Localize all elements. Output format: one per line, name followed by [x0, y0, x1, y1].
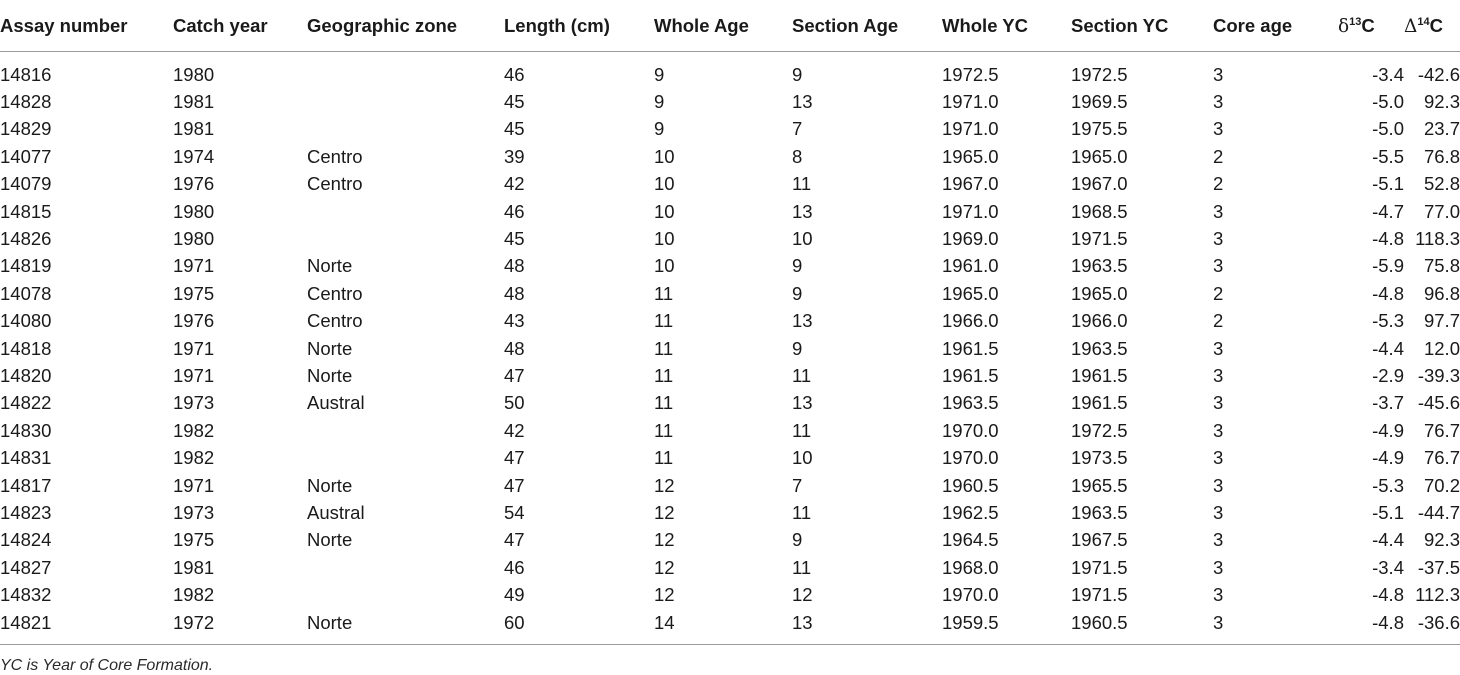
table-cell: 112.3	[1415, 584, 1460, 606]
table-cell: 14079	[0, 173, 52, 195]
table-cell: 9	[792, 529, 803, 551]
table-row	[0, 499, 1460, 526]
table-row	[0, 308, 1460, 335]
table-cell: 45	[504, 91, 525, 113]
table-cell: 1971	[173, 255, 215, 277]
table-cell: 1971.0	[942, 200, 999, 222]
table-cell: 1976	[173, 173, 215, 195]
table-cell: 1965.0	[942, 282, 999, 304]
table-cell: 54	[504, 501, 525, 523]
table-cell: Norte	[307, 364, 353, 386]
table-cell: 1982	[173, 447, 215, 469]
table-cell: 14	[654, 611, 675, 633]
table-cell: 52.8	[1423, 173, 1460, 195]
table-cell: -45.6	[1417, 392, 1460, 414]
table-cell: -4.7	[1372, 200, 1404, 222]
table-cell: -5.5	[1372, 145, 1404, 167]
table-cell	[307, 198, 504, 225]
table-cell: 1973	[173, 501, 215, 523]
table-cell: 11	[654, 364, 674, 386]
table-cell: 10	[654, 200, 675, 222]
table-cell: 14822	[0, 392, 52, 414]
table-cell: 3	[1213, 255, 1224, 277]
table-cell: -3.4	[1372, 63, 1404, 85]
table-cell: 14832	[0, 584, 52, 606]
table-cell: 11	[792, 419, 812, 441]
table-cell: 11	[792, 556, 812, 578]
table-cell: 3	[1213, 337, 1224, 359]
table-row	[0, 362, 1460, 389]
table-cell: 10	[654, 145, 675, 167]
table-cell: 3	[1213, 611, 1224, 633]
table-cell: Norte	[307, 611, 353, 633]
table-cell: 3	[1213, 474, 1224, 496]
table-cell: 9	[792, 337, 803, 359]
table-cell: 1971	[173, 364, 215, 386]
table-cell: 3	[1213, 392, 1224, 414]
table-cell: 1982	[173, 419, 215, 441]
table-cell: 1962.5	[942, 501, 999, 523]
header-row	[0, 0, 1460, 52]
table-cell: 13	[792, 392, 813, 414]
table-cell: 1968.5	[1071, 200, 1128, 222]
table-row	[0, 527, 1460, 554]
table-cell: -4.8	[1372, 282, 1404, 304]
table-cell: 2	[1213, 145, 1224, 167]
table-cell: -3.4	[1372, 556, 1404, 578]
table-cell	[307, 444, 504, 471]
table-cell: -37.5	[1417, 556, 1460, 578]
table-cell: 43	[504, 310, 525, 332]
table-cell: 1971	[173, 337, 215, 359]
table-cell: 45	[504, 118, 525, 140]
carbon-label: C	[1429, 14, 1443, 36]
table-cell: 14815	[0, 200, 52, 222]
table-cell: 1970.0	[942, 447, 999, 469]
table-cell: Norte	[307, 474, 353, 496]
table-cell: 76.7	[1423, 447, 1460, 469]
table-header	[0, 0, 1460, 52]
table-cell: 1975	[173, 282, 215, 304]
table-cell: 48	[504, 337, 525, 359]
table-cell: 1963.5	[1071, 255, 1128, 277]
table-row	[0, 581, 1460, 608]
table-cell: 1963.5	[1071, 337, 1128, 359]
table-cell: 9	[792, 63, 803, 85]
table-cell: 45	[504, 228, 525, 250]
table-cell: 1961.5	[942, 364, 999, 386]
table-cell: 1965.0	[942, 145, 999, 167]
table-cell: 1972	[173, 611, 215, 633]
table-cell: -39.3	[1417, 364, 1460, 386]
table-cell: 13	[792, 91, 813, 113]
table-cell: 3	[1213, 529, 1224, 551]
table-cell: 14824	[0, 529, 52, 551]
table-cell: -5.0	[1372, 91, 1404, 113]
table-cell: 1968.0	[942, 556, 999, 578]
table-cell: 1961.0	[942, 255, 999, 277]
table-cell: 13	[792, 200, 813, 222]
table-cell: -2.9	[1372, 364, 1404, 386]
table-cell: 1961.5	[942, 337, 999, 359]
table-cell: 1961.5	[1071, 392, 1128, 414]
table-cell: 3	[1213, 584, 1224, 606]
table-cell: 1972.5	[1071, 63, 1128, 85]
table-cell: -4.8	[1372, 611, 1404, 633]
table-cell: 1964.5	[942, 529, 999, 551]
header-section-yc: Section YC	[1071, 0, 1213, 52]
table-cell: 1971.5	[1071, 556, 1128, 578]
table-row	[0, 116, 1460, 143]
table-cell: 10	[792, 447, 813, 469]
table-cell: 1966.0	[942, 310, 999, 332]
header-whole-yc: Whole YC	[942, 0, 1071, 52]
table-cell: 92.3	[1423, 529, 1460, 551]
table-cell: 2	[1213, 310, 1224, 332]
table-cell: 49	[504, 584, 525, 606]
table-cell: 10	[654, 228, 675, 250]
table-cell: 9	[654, 91, 665, 113]
isotope-13-superscript: 13	[1349, 15, 1362, 28]
table-cell: 13	[792, 310, 813, 332]
table-cell: 1980	[173, 200, 215, 222]
table-cell: 1959.5	[942, 611, 999, 633]
table-cell: 14831	[0, 447, 52, 469]
table-cell: 1980	[173, 228, 215, 250]
table-cell: 1970.0	[942, 584, 999, 606]
table-cell: 8	[792, 145, 803, 167]
table-cell: 12.0	[1423, 337, 1460, 359]
table-cell: 1971.0	[942, 118, 999, 140]
table-cell: 1966.0	[1071, 310, 1128, 332]
table-cell: 60	[504, 611, 525, 633]
table-cell: 1969.0	[942, 228, 999, 250]
table-cell: 11	[654, 419, 674, 441]
table-cell: -4.9	[1372, 419, 1404, 441]
table-cell: 1965.0	[1071, 145, 1128, 167]
table-cell: 1975	[173, 529, 215, 551]
table-cell: 11	[654, 392, 674, 414]
table-cell: 1974	[173, 145, 215, 167]
table-cell: -5.0	[1372, 118, 1404, 140]
table-cell: 10	[792, 228, 813, 250]
table-cell: 118.3	[1415, 228, 1460, 250]
table-cell: -44.7	[1417, 501, 1460, 523]
table-cell: 1965.0	[1071, 282, 1128, 304]
table-cell: -5.1	[1372, 173, 1404, 195]
table-cell: 2	[1213, 173, 1224, 195]
table-cell: 1976	[173, 310, 215, 332]
table-cell	[307, 52, 504, 89]
table-cell: 42	[504, 419, 525, 441]
table-cell: Norte	[307, 529, 353, 551]
table-cell: 14077	[0, 145, 52, 167]
table-cell: 9	[654, 118, 665, 140]
table-row	[0, 335, 1460, 362]
table-cell	[307, 554, 504, 581]
table-cell: 9	[654, 63, 665, 85]
table-cell: 14080	[0, 310, 52, 332]
table-cell	[307, 88, 504, 115]
table-cell: 1982	[173, 584, 215, 606]
table-cell: 1971.5	[1071, 228, 1128, 250]
table-row	[0, 390, 1460, 417]
table-cell: 3	[1213, 200, 1224, 222]
table-cell: 3	[1213, 501, 1224, 523]
table-cell: Centro	[307, 173, 363, 195]
table-cell: 14828	[0, 91, 52, 113]
table-row	[0, 88, 1460, 115]
table-footnote: YC is Year of Core Formation.	[0, 657, 214, 674]
table-cell: -42.6	[1417, 63, 1460, 85]
table-cell: Centro	[307, 310, 363, 332]
table-cell: 47	[504, 447, 525, 469]
table-cell: Centro	[307, 145, 363, 167]
table-cell: -5.3	[1372, 474, 1404, 496]
table-cell: 1981	[173, 91, 215, 113]
table-cell: 1971.0	[942, 91, 999, 113]
table-cell: 1971	[173, 474, 215, 496]
table-cell: 14816	[0, 63, 52, 85]
table-cell: 10	[654, 255, 675, 277]
table-cell: 12	[654, 556, 675, 578]
table-cell: 3	[1213, 91, 1224, 113]
table-cell: 1967.0	[1071, 173, 1128, 195]
table-cell: 9	[792, 282, 803, 304]
table-cell: 97.7	[1423, 310, 1460, 332]
table-cell: 39	[504, 145, 525, 167]
header-whole-age: Whole Age	[654, 0, 792, 52]
table-cell: 1975.5	[1071, 118, 1128, 140]
table-cell: 1981	[173, 118, 215, 140]
table-cell: 47	[504, 529, 525, 551]
table-cell: -36.6	[1417, 611, 1460, 633]
table-cell: 12	[654, 584, 675, 606]
table-cell: 14827	[0, 556, 52, 578]
header-core-age: Core age	[1213, 0, 1338, 52]
table-cell: 3	[1213, 447, 1224, 469]
table-cell: 1980	[173, 63, 215, 85]
table-cell: 1967.0	[942, 173, 999, 195]
table-cell: 12	[654, 474, 675, 496]
table-cell: 3	[1213, 228, 1224, 250]
table-cell: 47	[504, 364, 525, 386]
table-cell: 14817	[0, 474, 52, 496]
table-cell: 46	[504, 63, 525, 85]
table-cell: 1960.5	[942, 474, 999, 496]
table-cell: 75.8	[1423, 255, 1460, 277]
table-row	[0, 198, 1460, 225]
header-length: Length (cm)	[504, 0, 654, 52]
table-row	[0, 444, 1460, 471]
table-cell: 42	[504, 173, 525, 195]
table-cell: 1961.5	[1071, 364, 1128, 386]
table-cell: 1970.0	[942, 419, 999, 441]
table-row	[0, 417, 1460, 444]
table-cell: 47	[504, 474, 525, 496]
table-cell: 76.7	[1423, 419, 1460, 441]
table-cell: 11	[792, 173, 812, 195]
table-cell: 1963.5	[942, 392, 999, 414]
table-cell: 3	[1213, 118, 1224, 140]
delta-symbol: δ	[1338, 15, 1350, 37]
table-cell: 11	[792, 364, 812, 386]
table-row	[0, 143, 1460, 170]
table-cell: 1973.5	[1071, 447, 1128, 469]
table-cell: -4.4	[1372, 337, 1404, 359]
table-row	[0, 171, 1460, 198]
table-cell: 7	[792, 474, 803, 496]
table-cell: 48	[504, 282, 525, 304]
table-cell: -5.3	[1372, 310, 1404, 332]
table-cell: 1972.5	[1071, 419, 1128, 441]
table-cell: -3.7	[1372, 392, 1404, 414]
table-row	[0, 280, 1460, 307]
table-cell: 3	[1213, 419, 1224, 441]
cap-delta-symbol: Δ	[1404, 15, 1418, 37]
table-cell	[307, 581, 504, 608]
table-cell: Norte	[307, 337, 353, 359]
table-row	[0, 225, 1460, 252]
header-section-age: Section Age	[792, 0, 942, 52]
table-cell: 14819	[0, 255, 52, 277]
table-cell: 12	[792, 584, 813, 606]
table-cell: 1971.5	[1071, 584, 1128, 606]
table-cell: Centro	[307, 282, 363, 304]
table-cell: 13	[792, 611, 813, 633]
table-cell: 1965.5	[1071, 474, 1128, 496]
isotope-14-superscript: 14	[1417, 15, 1430, 28]
table-cell: 23.7	[1423, 118, 1460, 140]
table-cell: 50	[504, 392, 525, 414]
table-row	[0, 52, 1460, 89]
table-cell: 70.2	[1423, 474, 1460, 496]
table-cell: 11	[654, 310, 674, 332]
table-row	[0, 554, 1460, 581]
table-cell: 11	[654, 447, 674, 469]
table-cell	[307, 417, 504, 444]
table-cell: 3	[1213, 364, 1224, 386]
table-row	[0, 472, 1460, 499]
table-cell: 7	[792, 118, 803, 140]
table-cell: 48	[504, 255, 525, 277]
table-cell: 46	[504, 200, 525, 222]
table-cell: 14078	[0, 282, 52, 304]
table-cell: Austral	[307, 392, 365, 414]
table-cell: 1969.5	[1071, 91, 1128, 113]
table-cell: -4.8	[1372, 228, 1404, 250]
table-cell: 1981	[173, 556, 215, 578]
header-cap-delta-14c	[1404, 0, 1460, 52]
table-body	[0, 52, 1460, 637]
header-assay-number: Assay number	[0, 0, 173, 52]
table-cell: -4.4	[1372, 529, 1404, 551]
table-cell: 2	[1213, 282, 1224, 304]
table-cell: 14829	[0, 118, 52, 140]
table-row	[0, 609, 1460, 636]
table-cell: 1967.5	[1071, 529, 1128, 551]
table-cell: 12	[654, 529, 675, 551]
table-cell: -5.9	[1372, 255, 1404, 277]
carbon-label: C	[1361, 14, 1375, 36]
table-cell: 92.3	[1423, 91, 1460, 113]
table-cell: 12	[654, 501, 675, 523]
table-bottom-rule	[0, 644, 1460, 645]
table-cell: 14826	[0, 228, 52, 250]
table-cell: 9	[792, 255, 803, 277]
table-cell: 14821	[0, 611, 52, 633]
table-cell: -5.1	[1372, 501, 1404, 523]
table-cell: 11	[792, 501, 812, 523]
table-cell: 11	[654, 337, 674, 359]
header-catch-year: Catch year	[173, 0, 307, 52]
table-cell: Norte	[307, 255, 353, 277]
header-delta-13c	[1338, 0, 1404, 52]
table-cell: 1960.5	[1071, 611, 1128, 633]
table-cell: 1972.5	[942, 63, 999, 85]
table-cell: -4.9	[1372, 447, 1404, 469]
table-cell: 3	[1213, 556, 1224, 578]
table-cell: -4.8	[1372, 584, 1404, 606]
table-cell: 14820	[0, 364, 52, 386]
table-cell: 14818	[0, 337, 52, 359]
table-cell	[307, 225, 504, 252]
table-cell: 77.0	[1423, 200, 1460, 222]
table-row	[0, 253, 1460, 280]
table-cell: 96.8	[1423, 282, 1460, 304]
table-cell: 46	[504, 556, 525, 578]
table-cell: 76.8	[1423, 145, 1460, 167]
table-cell: Austral	[307, 501, 365, 523]
table-cell: 10	[654, 173, 675, 195]
table-cell	[307, 116, 504, 143]
table-cell: 3	[1213, 63, 1224, 85]
table-cell: 14823	[0, 501, 52, 523]
table-cell: 14830	[0, 419, 52, 441]
header-geographic-zone: Geographic zone	[307, 0, 504, 52]
table-cell: 11	[654, 282, 674, 304]
table-cell: 1963.5	[1071, 501, 1128, 523]
table-cell: 1973	[173, 392, 215, 414]
